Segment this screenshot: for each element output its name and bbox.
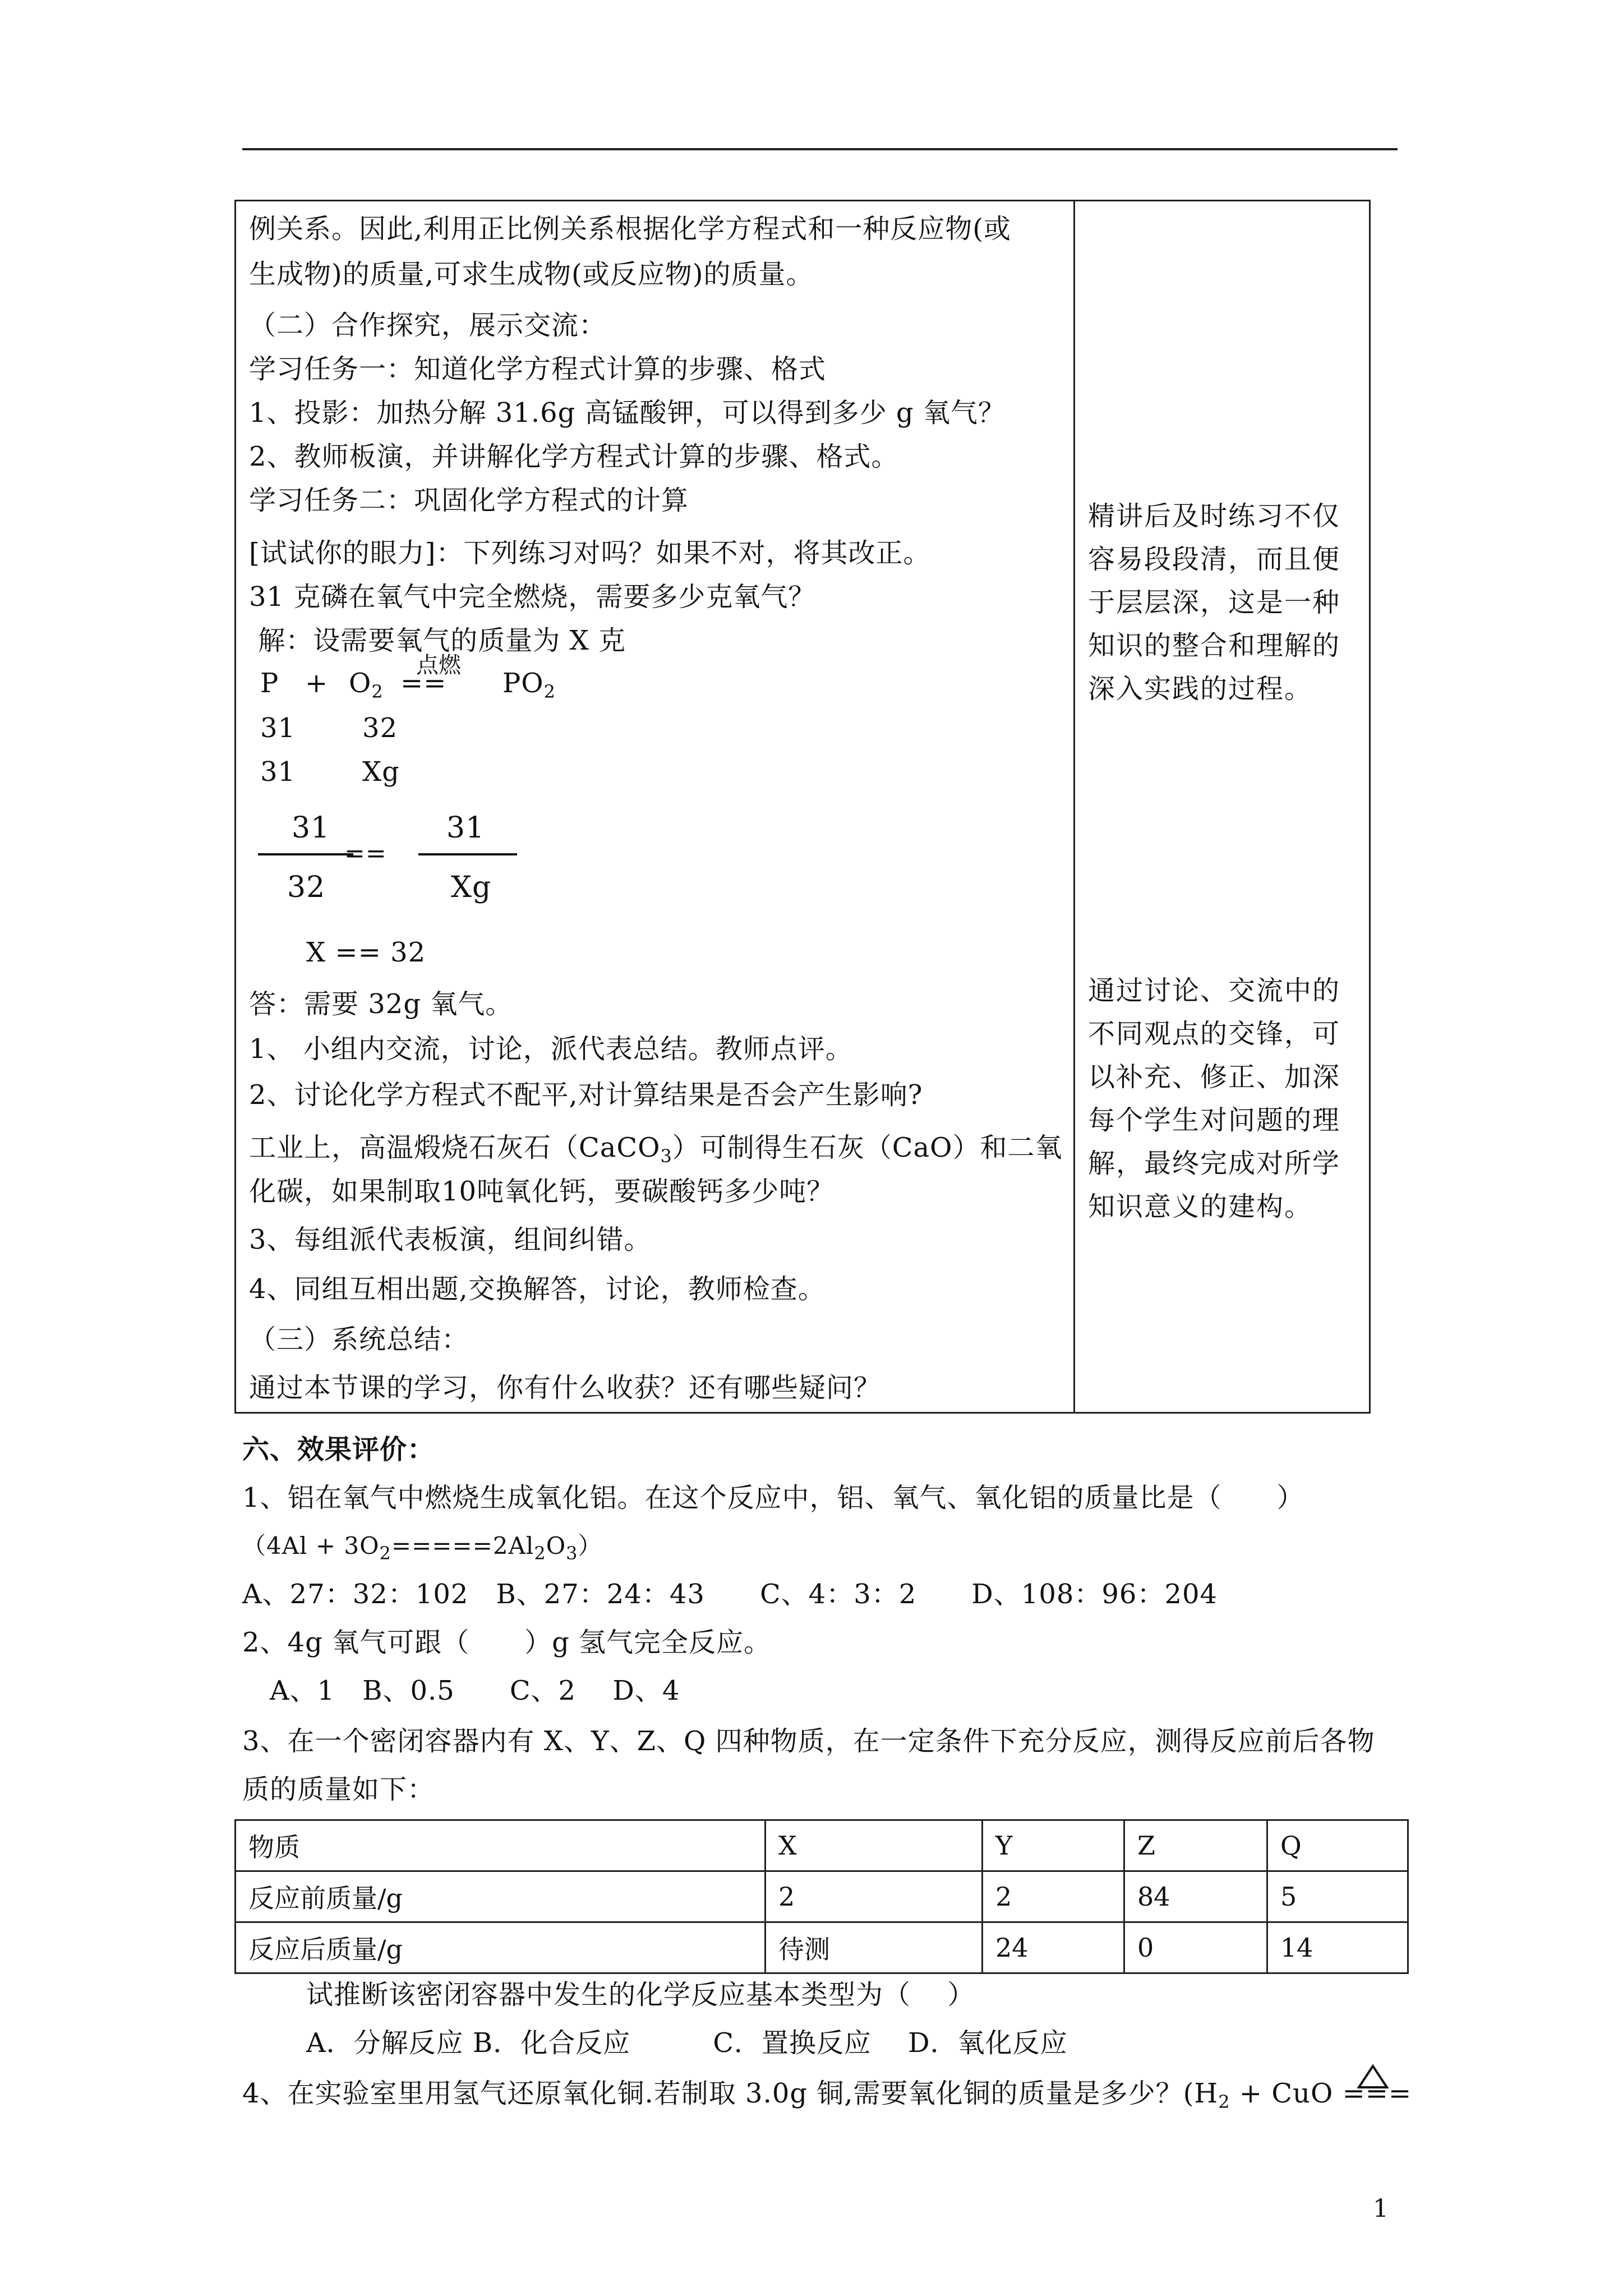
q4-sub: 2: [1218, 2091, 1230, 2113]
text-step-4: 4、同组互相出题,交换解答，讨论，教师检查。: [249, 1273, 826, 1305]
text-line-3: （二）合作探究，展示交流：: [249, 310, 607, 341]
eq-condition: 点燃: [416, 652, 461, 678]
fraction-den-1: 32: [287, 871, 326, 904]
q1-eq-c-sub: 3: [566, 1543, 578, 1564]
q1-text: 1、铝在氧气中燃烧生成氧化铝。在这个反应中，铝、氧气、氧化铝的质量比是（ ）: [242, 1482, 1304, 1513]
section-title: 六、效果评价：: [242, 1434, 435, 1465]
text-line-1: 例关系。因此,利用正比例关系根据化学方程式和一种反应物(或: [249, 213, 1011, 245]
mass-table: [234, 1819, 1409, 1974]
table-cell: 待测: [766, 1922, 983, 1973]
text-industry: [249, 1131, 1063, 1173]
q1-options: A、27：32：102 B、27：24：43 C、4：3：2 D、108：96：204: [242, 1579, 1218, 1610]
q1-eq-d: ）: [578, 1532, 602, 1559]
fraction-num-2: 31: [446, 811, 485, 845]
q1-equation: [242, 1529, 602, 1570]
table-cell: 14: [1267, 1922, 1408, 1973]
table-cell: Y: [983, 1820, 1124, 1871]
q4-text: [242, 2077, 1412, 2119]
mass-row-1b: 32: [362, 712, 398, 744]
table-cell: 84: [1124, 1871, 1267, 1922]
mass-row-1a: 31: [260, 712, 296, 744]
text-line-4: 学习任务一：知道化学方程式计算的步骤、格式: [249, 353, 827, 385]
table-row: [236, 1871, 1408, 1922]
eq-o-sub: 2: [371, 681, 384, 702]
eq-arrow: ==: [400, 668, 447, 699]
text-line-7: 学习任务二：巩固化学方程式的计算: [249, 485, 689, 516]
text-line-6: 2、教师板演，并讲解化学方程式计算的步骤、格式。: [249, 441, 899, 472]
eq-po: PO: [502, 668, 544, 699]
text-industry-2: 化碳，如果制取10吨氧化钙，要碳酸钙多少吨？: [249, 1176, 834, 1207]
q1-eq-b-sub: 2: [534, 1543, 546, 1564]
q2-text: 2、4g 氧气可跟（ ）g 氢气完全反应。: [242, 1627, 772, 1658]
text-industry-b: ）可制得生石灰（CaO）和二氧: [672, 1132, 1063, 1163]
table-cell: Q: [1267, 1820, 1408, 1871]
q3-options: A．分解反应 B．化合反应 C．置换反应 D．氧化反应: [306, 2027, 1068, 2059]
x-result: X == 32: [306, 937, 426, 968]
table-row: [236, 1820, 1408, 1871]
eq-o: O: [349, 668, 372, 699]
heat-triangle-icon: [1357, 2064, 1389, 2089]
table-cell: 反应后质量/g: [236, 1922, 766, 1973]
caco-sub: 3: [660, 1145, 672, 1167]
q3-question: 试推断该密闭容器中发生的化学反应基本类型为（ ）: [306, 1979, 975, 2010]
table-cell: 2: [766, 1871, 983, 1922]
fraction-bar-1: [258, 853, 353, 855]
eq-p: P: [260, 668, 279, 699]
text-step-1: 1、 小组内交流，讨论，派代表总结。教师点评。: [249, 1033, 853, 1065]
text-line-8: [试试你的眼力]：下列练习对吗？如果不对，将其改正。: [249, 537, 931, 569]
q2-options: A、1 B、0.5 C、2 D、4: [242, 1675, 680, 1706]
q4-text-a: 4、在实验室里用氢气还原氧化铜.若制取 3.0g 铜,需要氧化铜的质量是多少？(H: [242, 2078, 1219, 2109]
table-cell: 24: [983, 1922, 1124, 1973]
table-cell: 5: [1267, 1871, 1408, 1922]
q4-text-b: + CuO ===: [1230, 2078, 1412, 2109]
fraction-den-2: Xg: [451, 871, 492, 904]
eq-po2: [502, 666, 556, 708]
page-number: 1: [1373, 2194, 1389, 2223]
q3-line-2: 质的质量如下：: [242, 1774, 435, 1805]
side-note-2: 通过讨论、交流中的不同观点的交锋，可以补充、修正、加深每个学生对问题的理解，最终完成对所学知识意义的建构。: [1088, 975, 1341, 1222]
text-step-2: 2、讨论化学方程式不配平,对计算结果是否会产生影响?: [249, 1079, 923, 1111]
text-line-2: 生成物)的质量,可求生成物(或反应物)的质量。: [249, 259, 814, 290]
text-step-3: 3、每组派代表板演，组间纠错。: [249, 1224, 652, 1255]
q1-eq-c: O: [546, 1532, 566, 1559]
side-note-1: 精讲后及时练习不仅容易段段清，而且便于层层深，这是一种知识的整合和理解的深入实践的过程。: [1088, 500, 1341, 705]
q1-eq-a: （4Al + 3O: [242, 1532, 380, 1559]
text-industry-a: 工业上，高温煅烧石灰石（CaCO: [249, 1132, 661, 1163]
text-line-10: 解：设需要氧气的质量为 X 克: [249, 625, 626, 656]
q1-eq-b: =====2Al: [391, 1532, 534, 1559]
mass-row-2b: Xg: [362, 756, 400, 788]
text-summary: 通过本节课的学习，你有什么收获？还有哪些疑问？: [249, 1372, 882, 1404]
q3-line-1: 3、在一个密闭容器内有 X、Y、Z、Q 四种物质，在一定条件下充分反应，测得反应前后各物: [242, 1726, 1375, 1757]
text-answer: 答：需要 32g 氧气。: [249, 988, 513, 1020]
text-line-5: 1、投影：加热分解 31.6g 高锰酸钾，可以得到多少 g 氧气？: [249, 397, 1006, 429]
fraction-num-1: 31: [292, 811, 330, 845]
table-cell: 0: [1124, 1922, 1267, 1973]
text-line-9: 31 克磷在氧气中完全燃烧，需要多少克氧气？: [249, 581, 816, 613]
mass-row-2a: 31: [260, 756, 296, 788]
eq-plus: +: [305, 668, 329, 699]
table-row: [236, 1922, 1408, 1973]
fraction-bar-2: [418, 853, 517, 855]
header-rule: [242, 148, 1398, 150]
eq-po-sub: 2: [543, 681, 556, 702]
table-cell: X: [766, 1820, 983, 1871]
table-cell: 2: [983, 1871, 1124, 1922]
table-cell: 物质: [236, 1820, 766, 1871]
text-summary-title: （三）系统总结：: [249, 1324, 469, 1355]
eq-o2: [349, 666, 384, 708]
q1-eq-a-sub: 2: [379, 1543, 391, 1564]
table-cell: 反应前质量/g: [236, 1871, 766, 1922]
table-cell: Z: [1124, 1820, 1267, 1871]
column-divider: [1073, 201, 1075, 1412]
fraction-equals: ==: [344, 839, 387, 868]
